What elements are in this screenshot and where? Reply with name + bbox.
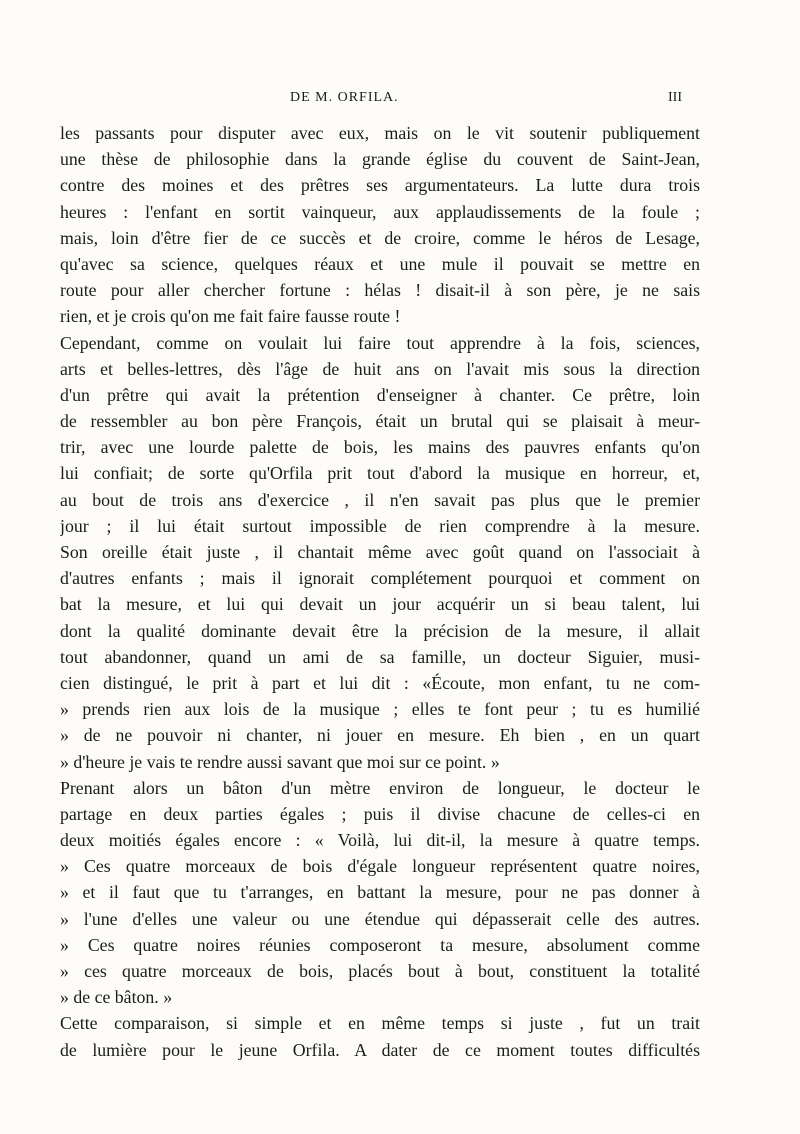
text-line: » et il faut que tu t'arranges, en battant la mesure, pour ne pas donner à [60, 882, 700, 903]
text-line: Prenant alors un bâton d'un mètre environ de longueur, le docteur le [60, 777, 700, 798]
text-line: trir, avec une lourde palette de bois, les mains des pauvres enfants qu'on [60, 437, 700, 458]
text-line: bat la mesure, et lui qui devait un jour acquérir un si beau talent, lui [60, 594, 700, 615]
text-line: » de ne pouvoir ni chanter, ni jouer en mesure. Eh bien , en un quart [60, 725, 700, 746]
text-line: Son oreille était juste , il chantait même avec goût quand on l'associait à [60, 542, 700, 562]
text-line: » prends rien aux lois de la musique ; elles te font peur ; tu es humilié [60, 699, 700, 720]
text-line: lui confiait; de sorte qu'Orfila prit tout d'abord la musique en horreur, et, [60, 463, 700, 484]
text-line: dont la qualité dominante devait être la précision de la mesure, il allait [60, 620, 700, 641]
text-line: qu'avec sa science, quelques réaux et une mule il pouvait se mettre en [60, 253, 700, 274]
text-line: les passants pour disputer avec eux, mais on le vit soutenir publiquement [60, 123, 700, 143]
text-line: arts et belles-lettres, dès l'âge de huit ans on l'avait mis sous la direction [60, 358, 700, 379]
text-line: d'autres enfants ; mais il ignorait complétement pourquoi et comment on [60, 568, 700, 589]
text-line: Cette comparaison, si simple et en même temps si juste , fut un trait [60, 1013, 700, 1034]
text-line: Cependant, comme on voulait lui faire tout apprendre à la fois, sciences, [60, 332, 700, 353]
text-line: » de ce bâton. » [60, 987, 173, 1008]
page-number: III [668, 90, 682, 105]
text-line: au bout de trois ans d'exercice , il n'en savait pas plus que le premier [60, 489, 700, 510]
body-text [60, 120, 700, 1063]
text-line: de lumière pour le jeune Orfila. A dater de ce moment toutes difficultés [60, 1039, 700, 1060]
text-line: de ressembler au bon père François, était un brutal qui se plaisait à meur- [60, 411, 700, 432]
text-line: d'un prêtre qui avait la prétention d'enseigner à chanter. Ce prêtre, loin [60, 384, 700, 405]
running-title: DE M. ORFILA. [290, 90, 399, 105]
text-line: » l'une d'elles une valeur ou une étendue qui dépasserait celle des autres. [60, 908, 700, 929]
text-line: route pour aller chercher fortune : hélas ! disait-il à son père, je ne sais [60, 280, 700, 301]
text-line: une thèse de philosophie dans la grande église du couvent de Saint-Jean, [60, 149, 700, 170]
text-line: jour ; il lui était surtout impossible de rien comprendre à la mesure. [60, 515, 700, 536]
text-line: partage en deux parties égales ; puis il divise chacune de celles-ci en [60, 803, 700, 824]
text-line: rien, et je crois qu'on me fait faire fausse route ! [60, 306, 401, 327]
text-line: contre des moines et des prêtres ses argumentateurs. La lutte dura trois [60, 175, 700, 196]
text-line: heures : l'enfant en sortit vainqueur, aux applaudissements de la foule ; [60, 201, 700, 222]
text-line: » d'heure je vais te rendre aussi savant que moi sur ce point. » [60, 751, 500, 772]
text-line: » ces quatre morceaux de bois, placés bout à bout, constituent la totalité [60, 961, 700, 981]
text-line: mais, loin d'être fier de ce succès et de croire, comme le héros de Lesage, [60, 227, 700, 248]
running-head [0, 90, 800, 112]
text-line: » Ces quatre noires réunies composeront ta mesure, absolument comme [60, 934, 700, 955]
text-line: tout abandonner, quand un ami de sa famille, un docteur Siguier, musi- [60, 646, 700, 667]
text-line: » Ces quatre morceaux de bois d'égale longueur représentent quatre noires, [60, 856, 700, 877]
text-line: deux moitiés égales encore : « Voilà, lui dit-il, la mesure à quatre temps. [60, 830, 700, 851]
text-line: cien distingué, le prit à part et lui dit : «Écoute, mon enfant, tu ne com- [60, 672, 700, 693]
